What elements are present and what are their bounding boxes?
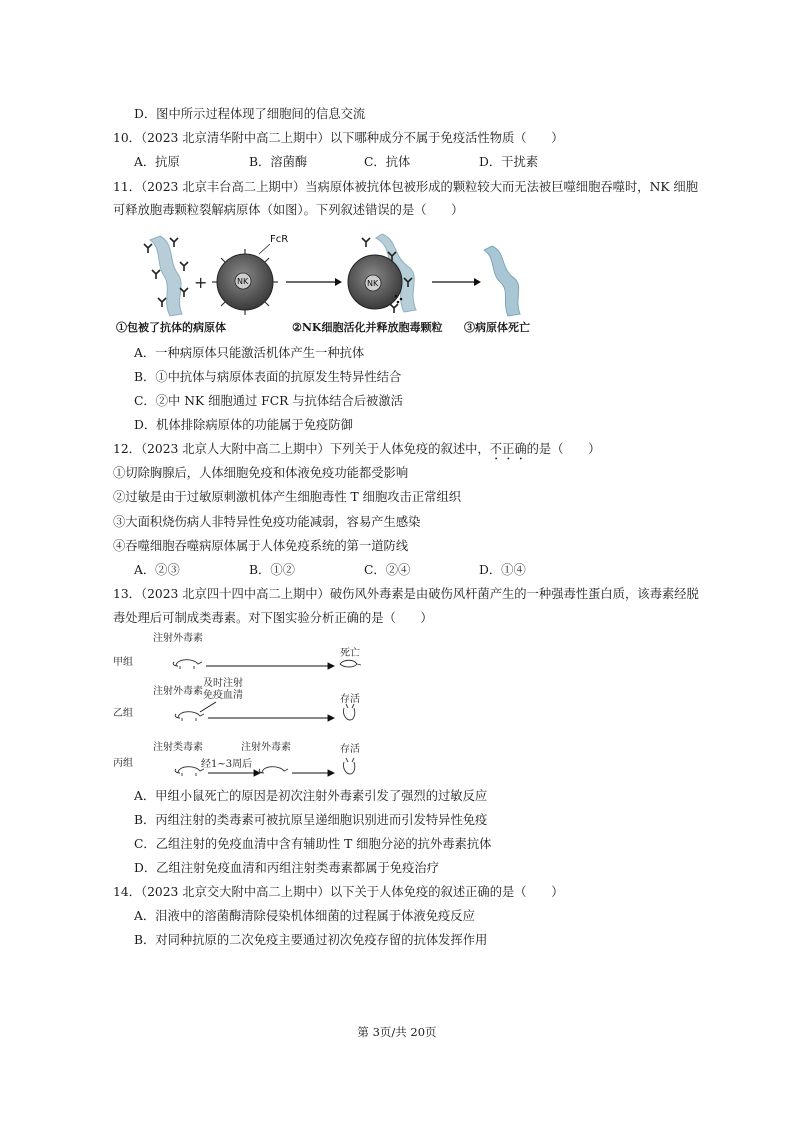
nk-cell	[212, 249, 278, 315]
q13-stem-line2: 毒处理后可制成类毒素。对下图实验分析正确的是（ ）	[113, 611, 433, 625]
page-footer: 第 3页/共 20页	[357, 1025, 437, 1039]
toxin-experiment-figure	[150, 640, 390, 780]
fcr-label: FcR	[270, 234, 289, 245]
q12-item-3: ③大面积烧伤病人非特异性免疫功能减弱，容易产生感染	[113, 515, 421, 529]
dead-pathogen	[484, 246, 520, 316]
q10-stem: 10．（2023 北京清华附中高二上期中）以下哪种成分不属于免疫活性物质（ ）	[113, 131, 564, 145]
alive-mouse-icon	[343, 758, 354, 774]
q13-stem-line1: 13．（2023 北京四十四中高二上期中）破伤风外毒素是由破伤风杆菌产生的一种强毒性蛋白质，该毒素经脱	[113, 587, 699, 601]
q13-option-b: B．丙组注射的类毒素可被抗原呈递细胞识别进而引发特异性免疫	[134, 813, 488, 827]
q12-stem-c: 的是（ ）	[526, 442, 601, 456]
figure-caption-3: ③病原体死亡	[464, 321, 530, 334]
dead-label: 死亡	[340, 648, 360, 659]
q12-option-c: C．②④	[364, 563, 411, 577]
q12-stem	[113, 441, 600, 463]
mouse-icon	[173, 660, 202, 669]
group-b-label: 乙组	[113, 708, 133, 719]
plus-sign: +	[194, 273, 208, 292]
q12-item-4: ④吞噬细胞吞噬病原体属于人体免疫系统的第一道防线	[113, 539, 409, 553]
q13-option-c: C．乙组注射的免疫血清中含有辅助性 T 细胞分泌的抗外毒素抗体	[134, 837, 492, 851]
arrow-icon	[432, 278, 481, 286]
q13-option-a: A．甲组小鼠死亡的原因是初次注射外毒素引发了强烈的过敏反应	[134, 789, 488, 803]
q11-option-b: B．①中抗体与病原体表面的抗原发生特异性结合	[134, 370, 402, 384]
mouse-icon	[175, 712, 204, 721]
q11-option-a: A．一种病原体只能激活机体产生一种抗体	[134, 346, 365, 360]
mouse-icon	[259, 767, 288, 773]
q14-stem: 14．（2023 北京交大附中高二上期中）以下关于人体免疫的叙述正确的是（ ）	[113, 885, 564, 899]
interval-label: 经1~3周后	[201, 759, 253, 770]
q12-stem-a: 12．（2023 北京人大附中高二上期中）下列关于人体免疫的叙述中，	[113, 442, 490, 456]
q12-item-2: ②过敏是由于过敏原刺激机体产生细胞毒性 T 细胞攻击正常组织	[113, 490, 462, 504]
alive-label-1: 存活	[340, 694, 360, 705]
group-a-label: 甲组	[113, 657, 133, 668]
alive-mouse-icon	[343, 704, 354, 720]
q14-option-b: B．对同种抗原的二次免疫主要通过初次免疫存留的抗体发挥作用	[134, 933, 488, 947]
q11-stem-line2: 可释放胞毒颗粒裂解病原体（如图）。下列叙述错误的是（ ）	[113, 203, 464, 217]
q12-option-a: A．②③	[134, 563, 180, 577]
mouse-icon	[175, 767, 204, 776]
q12-stem-emphasis: 不正确	[489, 442, 527, 456]
inject-toxin-label-1: 注射外毒素	[153, 633, 203, 644]
q10-options	[134, 154, 594, 170]
figure-caption-2: ②NK细胞活化并释放胞毒颗粒	[292, 321, 443, 334]
nk-label: NK	[237, 277, 249, 286]
q9-option-d: D．图中所示过程体现了细胞间的信息交流	[134, 107, 366, 121]
figure-caption-1: ①包被了抗体的病原体	[116, 321, 226, 334]
q12-option-d: D．①④	[479, 563, 526, 577]
pathogen-with-antibodies	[144, 236, 188, 316]
nk-cell-figure	[120, 226, 540, 322]
inject-toxin-label-2: 注射外毒素	[153, 686, 203, 697]
q12-options	[134, 562, 594, 578]
q11-option-c: C．②中 NK 细胞通过 FCR 与抗体结合后被激活	[134, 394, 403, 408]
q12-option-b: B．①②	[249, 563, 295, 577]
arrow-icon	[286, 278, 342, 286]
q11-stem-line1: 11．（2023 北京丰台高二上期中）当病原体被抗体包被形成的颗粒较大而无法被巨噬细胞吞噬时，NK 细胞	[113, 180, 699, 194]
q10-option-d: D．干扰素	[479, 155, 539, 169]
q10-option-c: C．抗体	[364, 155, 411, 169]
nk-label-2: NK	[367, 279, 379, 288]
group-c-label: 丙组	[113, 758, 133, 769]
nk-cell-activated	[348, 234, 416, 313]
q14-option-a: A．泪液中的溶菌酶清除侵染机体细菌的过程属于体液免疫反应	[134, 909, 475, 923]
alive-label-2: 存活	[340, 744, 360, 755]
q10-option-a: A．抗原	[134, 155, 180, 169]
inject-toxoid-label: 注射类毒素	[153, 742, 203, 753]
q10-option-b: B．溶菌酶	[249, 155, 308, 169]
q13-option-d: D．乙组注射免疫血清和丙组注射类毒素都属于免疫治疗	[134, 861, 439, 875]
serum-label-line2: 免疫血清	[203, 690, 243, 701]
dead-mouse-icon	[340, 660, 361, 667]
inject-toxin-label-3: 注射外毒素	[241, 742, 291, 753]
q12-item-1: ①切除胸腺后，人体细胞免疫和体液免疫功能都受影响	[113, 466, 409, 480]
serum-label-line1: 及时注射	[203, 678, 243, 689]
q11-option-d: D．机体排除病原体的功能属于免疫防御	[134, 418, 353, 432]
